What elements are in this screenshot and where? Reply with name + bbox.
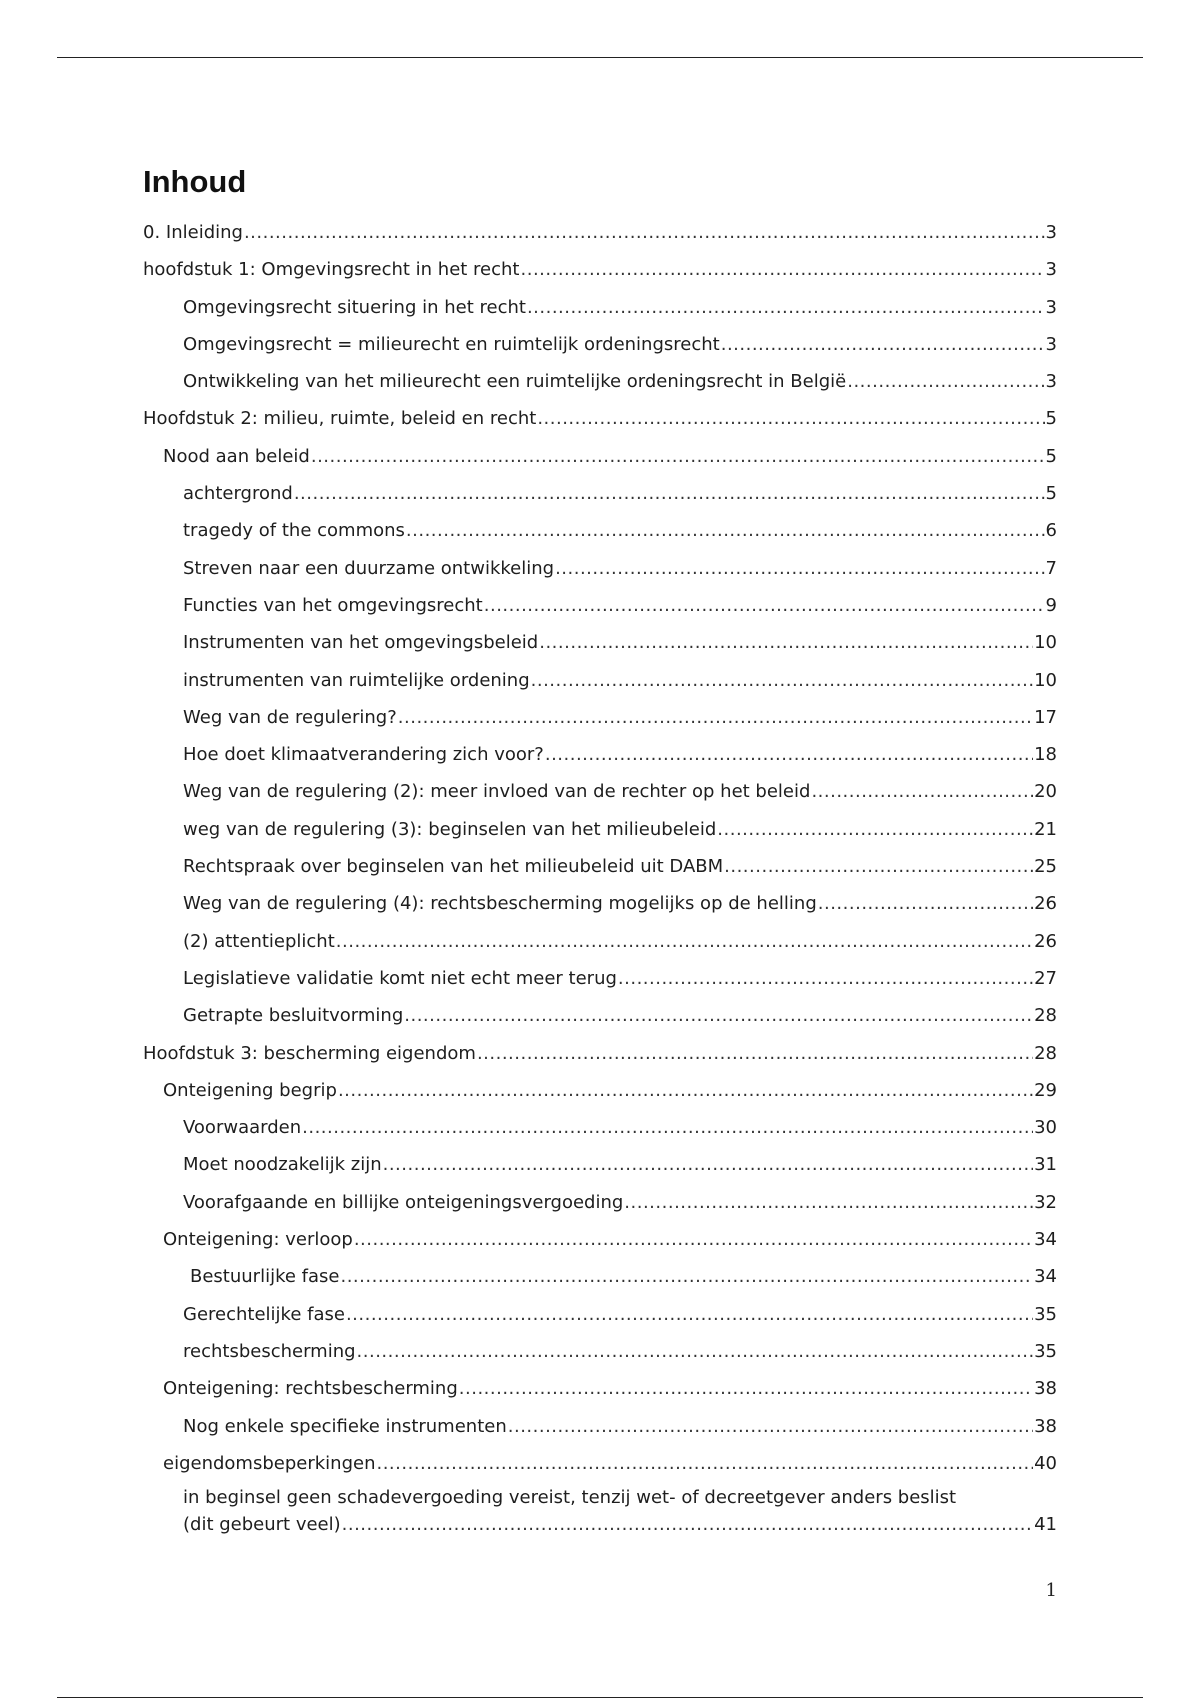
toc-entry-page: 34 <box>1034 1266 1057 1288</box>
toc-entry[interactable] <box>143 587 1057 624</box>
toc-entry-page: 32 <box>1034 1191 1057 1213</box>
toc-entry-page: 3 <box>1045 259 1057 281</box>
toc-leader-dots <box>459 1370 1033 1407</box>
toc-entry[interactable] <box>143 475 1057 512</box>
toc-entry-text: Onteigening: rechtsbescherming <box>163 1378 458 1400</box>
toc-entry[interactable] <box>143 326 1057 363</box>
toc-entry-text: achtergrond <box>183 483 293 505</box>
toc-entry-text: hoofdstuk 1: Omgevingsrecht in het recht <box>143 259 520 281</box>
toc-entry-page: 30 <box>1034 1117 1057 1139</box>
toc-leader-dots <box>406 512 1045 549</box>
toc-leader-dots <box>340 1258 1033 1295</box>
toc-entry-text: instrumenten van ruimtelijke ordening <box>183 669 530 691</box>
toc-entry-page: 18 <box>1034 744 1057 766</box>
toc-leader-dots <box>555 550 1044 587</box>
toc-entry-page: 28 <box>1034 1005 1057 1027</box>
toc-leader-dots <box>383 1146 1033 1183</box>
toc-entry-text: Voorwaarden <box>183 1117 302 1139</box>
toc-entry[interactable] <box>143 811 1057 848</box>
toc-leader-dots <box>357 1333 1034 1370</box>
toc-entry-page: 3 <box>1045 333 1057 355</box>
toc-leader-dots <box>724 848 1033 885</box>
toc-entry-page: 25 <box>1034 856 1057 878</box>
toc-entry-text: Nood aan beleid <box>163 445 310 467</box>
toc-entry-page: 35 <box>1034 1303 1057 1325</box>
toc-entry[interactable] <box>143 550 1057 587</box>
footer-rule <box>57 1697 1143 1698</box>
toc-entry[interactable] <box>143 1221 1057 1258</box>
toc-entry[interactable] <box>143 773 1057 810</box>
toc-leader-dots <box>338 1072 1033 1109</box>
toc-leader-dots <box>847 363 1044 400</box>
toc-entry-text: Getrapte besluitvorming <box>183 1005 404 1027</box>
toc-entry[interactable] <box>143 699 1057 736</box>
toc-leader-dots <box>717 811 1033 848</box>
toc-leader-dots <box>404 997 1033 1034</box>
toc-leader-dots <box>244 214 1045 251</box>
toc-entry-page: 26 <box>1034 893 1057 915</box>
toc-entry-text: Onteigening: verloop <box>163 1229 353 1251</box>
toc-leader-dots <box>721 326 1045 363</box>
toc-entry-page: 17 <box>1034 706 1057 728</box>
toc-entry-text: Weg van de regulering (2): meer invloed van de rechter op het beleid <box>183 781 811 803</box>
toc-leader-dots <box>508 1408 1033 1445</box>
toc-entry-text: Instrumenten van het omgevingsbeleid <box>183 632 539 654</box>
header-rule <box>57 57 1143 58</box>
toc-entry-page: 3 <box>1045 296 1057 318</box>
toc-leader-dots <box>527 289 1045 326</box>
toc-entry[interactable] <box>143 997 1057 1034</box>
toc-leader-dots <box>346 1296 1033 1333</box>
toc-leader-dots <box>537 400 1044 437</box>
toc-entry-hoofdstuk-2[interactable] <box>143 400 1057 437</box>
toc-entry[interactable] <box>143 1333 1057 1370</box>
toc-entry[interactable] <box>143 1184 1057 1221</box>
toc-leader-dots <box>545 736 1033 773</box>
toc-leader-dots <box>376 1445 1033 1482</box>
toc-entry[interactable] <box>143 624 1057 661</box>
toc-entry-page: 3 <box>1045 222 1057 243</box>
toc-leader-dots <box>521 251 1045 288</box>
toc-entry-text: Streven naar een duurzame ontwikkeling <box>183 557 555 579</box>
toc-entry-hoofdstuk-1[interactable] <box>143 251 1057 288</box>
toc-entry-text: Hoe doet klimaatverandering zich voor? <box>183 744 544 766</box>
toc-leader-dots <box>398 699 1033 736</box>
toc-entry-text: Weg van de regulering? <box>183 706 397 728</box>
toc-entry[interactable] <box>143 1445 1057 1482</box>
table-of-contents <box>143 214 1057 1538</box>
toc-entry-page: 3 <box>1045 371 1057 393</box>
toc-entry-text: (2) attentieplicht <box>183 930 335 952</box>
toc-entry-page: 28 <box>1034 1042 1057 1064</box>
toc-entry[interactable] <box>143 960 1057 997</box>
toc-entry-text: rechtsbescherming <box>183 1340 356 1362</box>
toc-entry[interactable] <box>143 1482 1057 1538</box>
toc-entry-page: 26 <box>1034 930 1057 952</box>
toc-leader-dots <box>302 1109 1033 1146</box>
toc-entry-text-continued: (dit gebeurt veel) <box>183 1514 341 1536</box>
toc-entry-page: 27 <box>1034 967 1057 989</box>
toc-leader-dots <box>539 624 1033 661</box>
toc-entry-text: 0. Inleiding <box>143 222 243 243</box>
toc-entry[interactable] <box>143 923 1057 960</box>
toc-entry-text: Moet noodzakelijk zijn <box>183 1154 382 1176</box>
toc-leader-dots <box>818 885 1033 922</box>
page-title: Inhoud <box>143 164 247 199</box>
toc-entry[interactable] <box>143 1258 1057 1295</box>
toc-entry-text: tragedy of the commons <box>183 520 405 542</box>
toc-entry-page: 38 <box>1034 1378 1057 1400</box>
toc-entry-text: Ontwikkeling van het milieurecht een ruimtelijke ordeningsrecht in België <box>183 371 847 393</box>
toc-entry-page: 6 <box>1045 520 1057 542</box>
toc-entry[interactable] <box>143 1296 1057 1333</box>
toc-entry-text: eigendomsbeperkingen <box>163 1452 376 1474</box>
toc-entry[interactable] <box>143 289 1057 326</box>
toc-entry-page: 10 <box>1034 632 1057 654</box>
toc-entry-page: 5 <box>1045 408 1057 430</box>
toc-entry-text: Bestuurlijke fase <box>190 1266 340 1288</box>
toc-entry-page: 5 <box>1045 445 1057 467</box>
toc-leader-dots <box>311 438 1045 475</box>
toc-entry[interactable] <box>143 1072 1057 1109</box>
toc-entry-hoofdstuk-3[interactable] <box>143 1035 1057 1072</box>
toc-entry[interactable] <box>143 438 1057 475</box>
page-number: 1 <box>1045 1580 1057 1601</box>
toc-entry-text: Weg van de regulering (4): rechtsbescherming mogelijks op de helling <box>183 893 817 915</box>
toc-entry[interactable] <box>143 736 1057 773</box>
toc-entry-text: Nog enkele specifieke instrumenten <box>183 1415 507 1437</box>
toc-entry-page: 7 <box>1045 557 1057 579</box>
toc-entry-text: in beginsel geen schadevergoeding vereist, tenzij wet- of decreetgever anders beslist <box>183 1487 957 1509</box>
toc-entry[interactable] <box>143 512 1057 549</box>
toc-entry-page: 35 <box>1034 1340 1057 1362</box>
toc-entry-text: Gerechtelijke fase <box>183 1303 345 1325</box>
toc-leader-dots <box>624 1184 1033 1221</box>
toc-leader-dots <box>811 773 1033 810</box>
toc-entry[interactable] <box>143 885 1057 922</box>
toc-entry-page: 21 <box>1034 818 1057 840</box>
toc-leader-dots <box>618 960 1033 997</box>
toc-leader-dots <box>484 587 1045 624</box>
toc-entry-text: Legislatieve validatie komt niet echt meer terug <box>183 967 617 989</box>
toc-entry-page: 38 <box>1034 1415 1057 1437</box>
toc-entry-page: 34 <box>1034 1229 1057 1251</box>
toc-entry-page: 41 <box>1034 1514 1057 1536</box>
toc-entry-text: Omgevingsrecht = milieurecht en ruimtelijk ordeningsrecht <box>183 333 720 355</box>
toc-entry-inleiding[interactable] <box>143 214 1057 251</box>
toc-entry-text: Functies van het omgevingsrecht <box>183 594 483 616</box>
toc-entry-text: Hoofdstuk 3: bescherming eigendom <box>143 1042 476 1064</box>
toc-leader-dots <box>294 475 1045 512</box>
toc-entry-text: Hoofdstuk 2: milieu, ruimte, beleid en recht <box>143 408 537 430</box>
toc-entry-page: 5 <box>1045 483 1057 505</box>
toc-entry[interactable] <box>143 1109 1057 1146</box>
toc-leader-dots <box>354 1221 1033 1258</box>
toc-leader-dots <box>477 1035 1033 1072</box>
toc-entry[interactable] <box>143 1370 1057 1407</box>
toc-leader-dots <box>336 923 1033 960</box>
toc-entry-page: 9 <box>1045 594 1057 616</box>
toc-entry-text: Omgevingsrecht situering in het recht <box>183 296 526 318</box>
toc-entry[interactable] <box>143 1146 1057 1183</box>
toc-entry-text: Onteigening begrip <box>163 1079 337 1101</box>
toc-entry[interactable] <box>143 1408 1057 1445</box>
toc-entry[interactable] <box>143 848 1057 885</box>
toc-entry-page: 31 <box>1034 1154 1057 1176</box>
toc-leader-dots <box>531 662 1033 699</box>
toc-leader-dots <box>342 1512 1033 1538</box>
toc-entry-page: 29 <box>1034 1079 1057 1101</box>
toc-entry-page: 20 <box>1034 781 1057 803</box>
toc-entry-page: 10 <box>1034 669 1057 691</box>
toc-entry-text: Rechtspraak over beginselen van het milieubeleid uit DABM <box>183 856 724 878</box>
toc-entry-text: weg van de regulering (3): beginselen van het milieubeleid <box>183 818 717 840</box>
toc-entry-text: Voorafgaande en billijke onteigeningsvergoeding <box>183 1191 624 1213</box>
toc-entry[interactable] <box>143 662 1057 699</box>
toc-entry-page: 40 <box>1034 1452 1057 1474</box>
toc-entry[interactable] <box>143 363 1057 400</box>
